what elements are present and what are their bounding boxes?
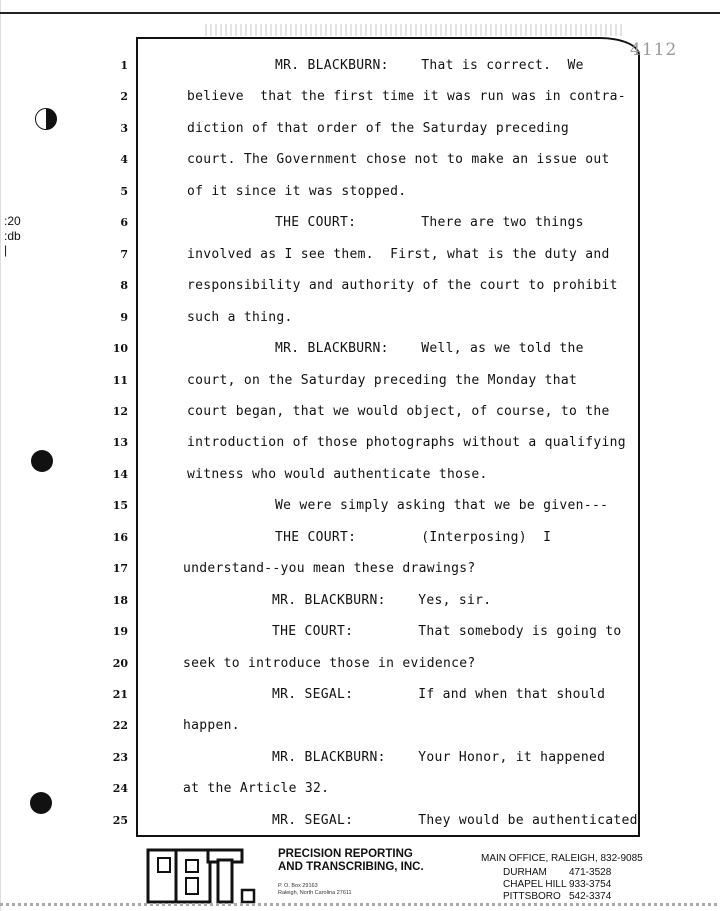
address-line1: P. O. Box 29163 bbox=[278, 883, 318, 889]
company-address bbox=[278, 883, 352, 897]
transcript-line: MR. BLACKBURN: Yes, sir. bbox=[272, 593, 492, 608]
line-number: 3 bbox=[120, 122, 128, 135]
transcript-line: We were simply asking that we be given--- bbox=[275, 498, 609, 513]
line-number: 10 bbox=[112, 342, 128, 355]
office-phone: 933-3754 bbox=[569, 879, 612, 890]
margin-note: | bbox=[4, 243, 8, 257]
punch-hole-icon bbox=[30, 792, 52, 814]
main-office: MAIN OFFICE, RALEIGH, 832-9085 bbox=[481, 853, 643, 864]
transcript-line: THE COURT: There are two things bbox=[275, 215, 584, 230]
line-number: 15 bbox=[112, 499, 128, 512]
line-number: 25 bbox=[112, 814, 128, 827]
line-number: 14 bbox=[112, 468, 128, 481]
line-number: 8 bbox=[120, 279, 128, 292]
transcript-line: responsibility and authority of the court to prohibit bbox=[187, 278, 618, 293]
transcript-line: seek to introduce those in evidence? bbox=[183, 656, 476, 671]
line-number: 19 bbox=[112, 625, 128, 638]
transcript-line: diction of that order of the Saturday preceding bbox=[187, 121, 569, 136]
office-row bbox=[503, 891, 611, 902]
office-city: DURHAM bbox=[503, 867, 547, 878]
office-phone: 471-3528 bbox=[569, 867, 612, 878]
pt-logo bbox=[146, 848, 256, 904]
address-line2: Raleigh, North Carolina 27611 bbox=[278, 890, 352, 896]
line-number: 23 bbox=[112, 751, 128, 764]
line-number: 22 bbox=[112, 719, 128, 732]
scan-noise bbox=[0, 903, 720, 906]
office-phone: 542-3374 bbox=[569, 891, 612, 902]
transcript-line: court, on the Saturday preceding the Monday that bbox=[187, 373, 578, 388]
transcript-line: THE COURT: That somebody is going to bbox=[272, 624, 622, 639]
line-number: 24 bbox=[112, 782, 128, 795]
line-number: 16 bbox=[112, 531, 128, 544]
line-number: 13 bbox=[112, 436, 128, 449]
transcript-line: THE COURT: (Interposing) I bbox=[275, 530, 552, 545]
top-rule bbox=[0, 12, 720, 14]
transcript-line: of it since it was stopped. bbox=[187, 184, 407, 199]
transcript-line: such a thing. bbox=[187, 310, 293, 325]
margin-note: :20 bbox=[4, 214, 21, 228]
transcript-line: happen. bbox=[183, 718, 240, 733]
line-number: 12 bbox=[112, 405, 128, 418]
line-number: 5 bbox=[120, 185, 128, 198]
line-number: 11 bbox=[112, 374, 128, 387]
transcript-line: understand--you mean these drawings? bbox=[183, 561, 476, 576]
scan-noise bbox=[205, 24, 625, 36]
line-number: 17 bbox=[112, 562, 128, 575]
punch-hole-icon bbox=[35, 108, 57, 130]
line-number: 20 bbox=[112, 657, 128, 670]
transcript-line: MR. SEGAL: If and when that should bbox=[272, 687, 606, 702]
scan-edge bbox=[0, 0, 1, 911]
line-number: 6 bbox=[120, 216, 128, 229]
line-number: 1 bbox=[120, 59, 128, 72]
punch-hole-icon bbox=[31, 450, 53, 472]
line-number: 7 bbox=[120, 248, 128, 261]
transcript-line: believe that the first time it was run was in contra- bbox=[187, 89, 626, 104]
transcript-line: MR. SEGAL: They would be authenticated bbox=[272, 813, 638, 828]
transcript-line: involved as I see them. First, what is the duty and bbox=[187, 247, 610, 262]
office-row bbox=[503, 867, 611, 878]
transcript-line: MR. BLACKBURN: Your Honor, it happened bbox=[272, 750, 606, 765]
company-name-line1: PRECISION REPORTING bbox=[278, 848, 413, 860]
transcript-line: MR. BLACKBURN: That is correct. We bbox=[275, 58, 584, 73]
transcript-line: at the Article 32. bbox=[183, 781, 330, 796]
margin-note: :db bbox=[4, 229, 21, 243]
line-number: 18 bbox=[112, 594, 128, 607]
line-number: 21 bbox=[112, 688, 128, 701]
line-number: 4 bbox=[120, 153, 128, 166]
line-number: 9 bbox=[120, 311, 128, 324]
transcript-line: court began, that we would object, of course, to the bbox=[187, 404, 610, 419]
company-name bbox=[278, 848, 424, 874]
transcript-line: MR. BLACKBURN: Well, as we told the bbox=[275, 341, 584, 356]
transcript-line: introduction of those photographs without a qualifying bbox=[187, 435, 626, 450]
transcript-line: witness who would authenticate those. bbox=[187, 467, 488, 482]
company-name-line2: AND TRANSCRIBING, INC. bbox=[278, 861, 424, 873]
line-number: 2 bbox=[120, 90, 128, 103]
transcript-line: court. The Government chose not to make an issue out bbox=[187, 152, 610, 167]
office-city: PITTSBORO bbox=[503, 891, 561, 902]
office-city: CHAPEL HILL bbox=[503, 879, 567, 890]
office-row bbox=[503, 879, 611, 890]
page-stamp: 4112 bbox=[630, 40, 678, 60]
